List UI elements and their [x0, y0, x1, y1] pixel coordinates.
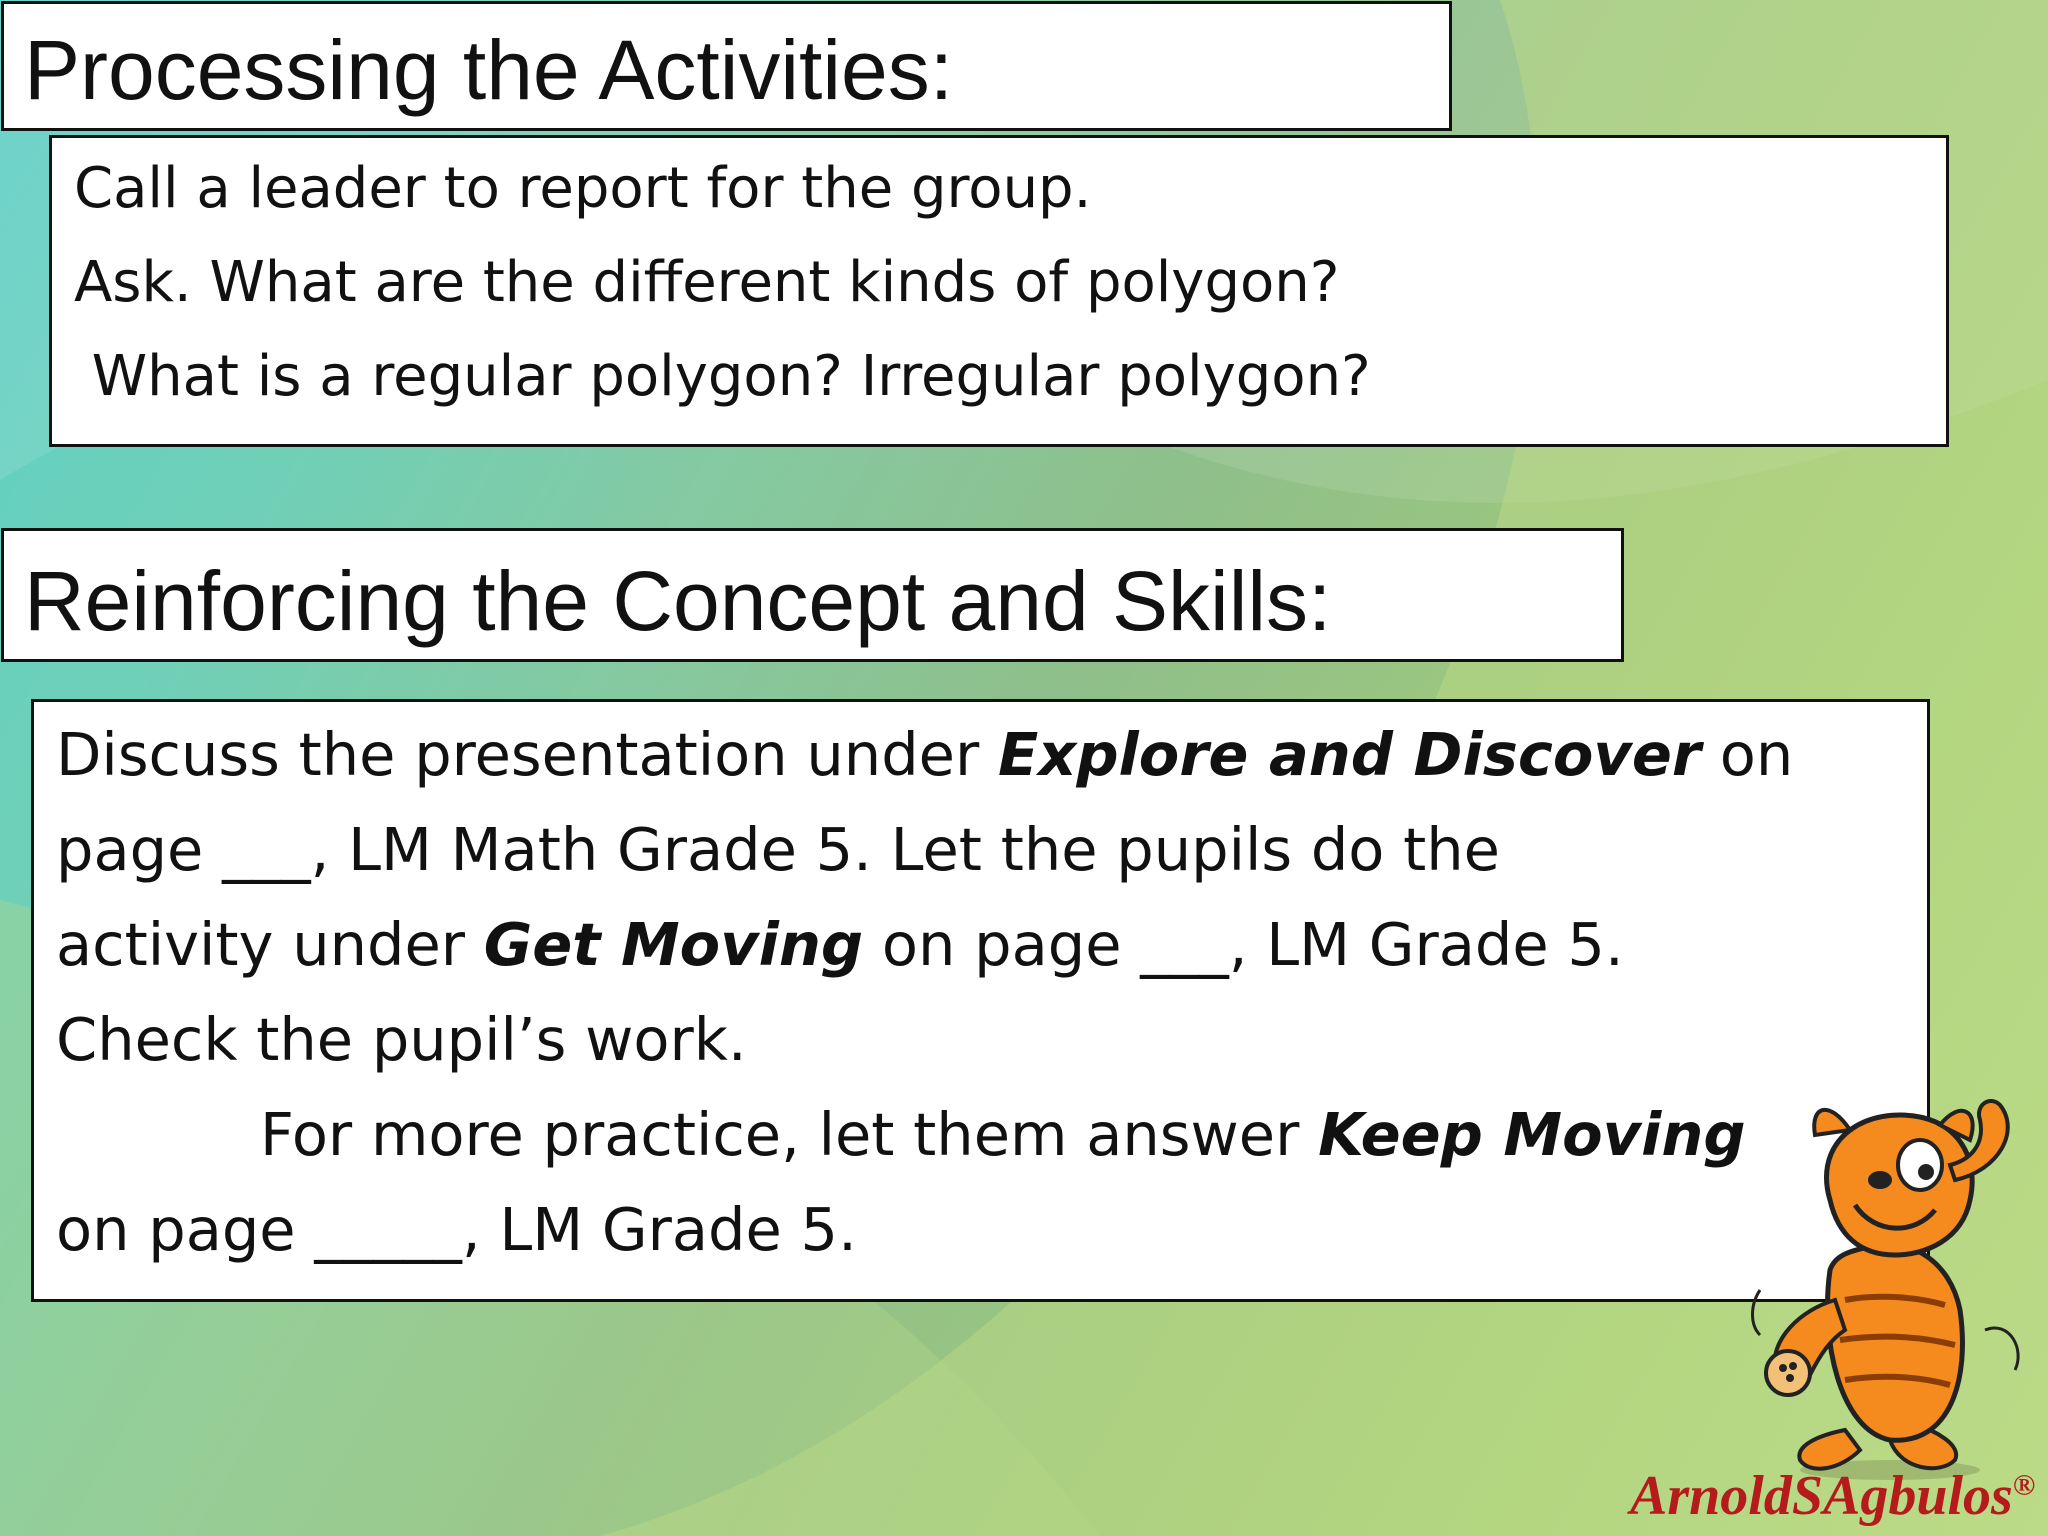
explore-discover-emphasis: Explore and Discover	[997, 720, 1701, 789]
line1-text-c: on	[1700, 720, 1794, 789]
reinforcing-heading-box	[1, 528, 1624, 662]
reinforcing-content-box	[31, 699, 1930, 1302]
processing-line-2: Ask. What are the different kinds of polygon?	[74, 250, 1340, 315]
dancing-cat-mascot	[1740, 1090, 2040, 1490]
processing-content-box	[49, 135, 1949, 447]
reinforcing-heading: Reinforcing the Concept and Skills:	[24, 554, 1332, 648]
reinforcing-line-1	[56, 720, 1793, 789]
keep-moving-emphasis: Keep Moving	[1318, 1100, 1746, 1169]
processing-line-3: What is a regular polygon? Irregular polygon?	[74, 344, 1371, 409]
reinforcing-line-5	[260, 1100, 1746, 1169]
reinforcing-line-4: Check the pupil’s work.	[56, 1005, 747, 1074]
get-moving-emphasis: Get Moving	[483, 910, 864, 979]
processing-heading: Processing the Activities:	[24, 23, 954, 117]
reinforcing-line-2: page ___, LM Math Grade 5. Let the pupils do the	[56, 815, 1500, 884]
reinforcing-line-3	[56, 910, 1624, 979]
processing-heading-box	[1, 1, 1452, 131]
signature-text: ArnoldSAgbulos	[1630, 1465, 2013, 1527]
line5-text-a: For more practice, let them answer	[260, 1100, 1319, 1169]
line3-text-a: activity under	[56, 910, 484, 979]
processing-line-1: Call a leader to report for the group.	[74, 156, 1092, 221]
registered-mark: ®	[2012, 1468, 2036, 1502]
line3-text-c: on page ___, LM Grade 5.	[863, 910, 1624, 979]
author-signature	[1630, 1464, 2036, 1528]
reinforcing-line-6: on page _____, LM Grade 5.	[56, 1195, 857, 1264]
line1-text-a: Discuss the presentation under	[56, 720, 998, 789]
